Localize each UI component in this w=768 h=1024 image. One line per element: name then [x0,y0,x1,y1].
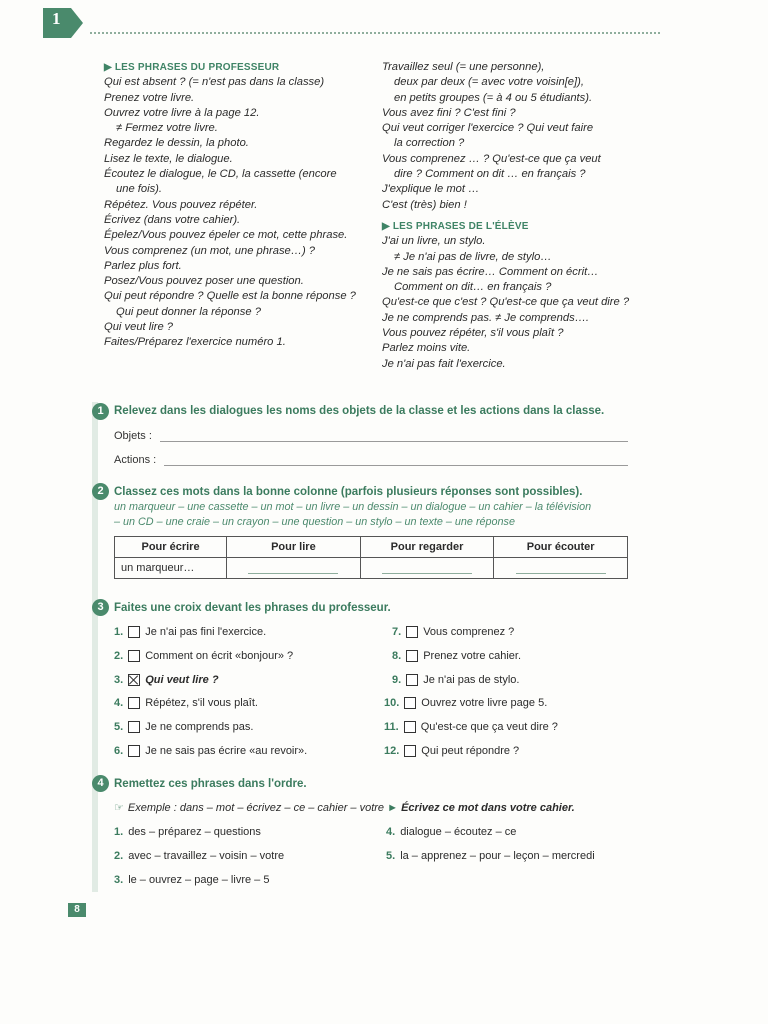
header-dotted-rule [90,32,660,34]
prof-line: Qui peut donner la réponse ? [116,305,261,318]
eleve-line: Vous pouvez répéter, s'il vous plaît ? [382,327,564,340]
eleve-line: Parlez moins vite. [382,342,471,355]
prof-phrases-left [104,60,384,351]
prof-line: Ouvrez votre livre à la page 12. [104,106,260,119]
prof-line: la correction ? [394,137,465,150]
word-list-line-2: – un CD – une craie – un crayon – une question – un stylo – un texte – une réponse [114,516,515,528]
prof-line: en petits groupes (= à 4 ou 5 étudiants). [394,91,593,104]
checkbox[interactable] [406,626,418,638]
prof-line: Vous avez fini ? C'est fini ? [382,106,516,119]
checkbox-checked[interactable] [128,674,140,686]
checkbox[interactable] [406,674,418,686]
prof-line: Écrivez (dans votre cahier). [104,213,241,226]
word-list-line-1: un marqueur – une cassette – un mot – un livre – un dessin – un dialogue – un cahier – la télévision [114,501,592,513]
table-cell[interactable] [360,558,494,579]
word-list [114,500,591,530]
eleve-line: Comment on dit… en français ? [394,281,552,294]
eleve-heading: ▶ LES PHRASES DE L'ÉLÈVE [382,220,529,232]
checklist-item: 6. Je ne sais pas écrire «au revoir». [114,745,308,757]
prof-line: Qui veut lire ? [104,321,174,334]
exercise-1-number: 1 [92,403,109,420]
checklist-item: 10. Ouvrez votre livre page 5. [384,697,548,709]
table-header-row [115,537,628,558]
prof-line: Épelez/Vous pouvez épeler ce mot, cette phrase. [104,229,348,242]
example-answer: Écrivez ce mot dans votre cahier. [401,802,575,814]
eleve-line: ≠ Je n'ai pas de livre, de stylo… [394,250,552,263]
exercise-4-title: Remettez ces phrases dans l'ordre. [114,778,307,790]
prof-line: Posez/Vous pouvez poser une question. [104,275,304,288]
prof-line: Qui veut corriger l'exercice ? Qui veut faire [382,122,594,135]
exercise-4-number: 4 [92,775,109,792]
blank-line [516,563,606,574]
chapter-tab-shape [43,8,83,38]
exercise-3-title: Faites une croix devant les phrases du professeur. [114,602,391,614]
prof-phrases-right [382,60,662,372]
blank-line [382,563,472,574]
checklist-item: 5. Je ne comprends pas. [114,721,254,733]
prof-line: dire ? Comment on dit … en français ? [394,168,586,181]
exercise-side-bar [92,402,98,892]
checkbox[interactable] [128,626,140,638]
prof-line: J'explique le mot … [382,183,480,196]
prof-line: Travaillez seul (= une personne), [382,61,545,73]
prof-line: C'est (très) bien ! [382,198,467,211]
prof-line: ≠ Fermez votre livre. [116,122,218,135]
table-cell[interactable] [227,558,361,579]
checkbox[interactable] [128,697,140,709]
arrow-marker-icon: ▶ [382,220,390,232]
eleve-line: Je n'ai pas fait l'exercice. [382,357,506,370]
pointing-hand-icon: ☞ [114,802,124,814]
prof-line: Vous comprenez (un mot, une phrase…) ? [104,244,316,257]
checkbox[interactable] [404,745,416,757]
blank-line [248,563,338,574]
prof-line: Répétez. Vous pouvez répéter. [104,198,258,211]
prof-line: deux par deux (= avec votre voisin[e]), [394,76,584,89]
checklist-item: 3. Qui veut lire ? [114,674,219,686]
actions-answer-line[interactable] [164,465,628,466]
prof-line: Parlez plus fort. [104,259,182,272]
checkbox[interactable] [128,650,140,662]
checkbox[interactable] [404,697,416,709]
prof-line: Vous comprenez … ? Qu'est-ce que ça veut [382,152,601,165]
checklist-item: 2. Comment on écrit «bonjour» ? [114,650,294,662]
arrow-marker-icon: ▶ [104,62,112,73]
chapter-tab [43,8,83,38]
checkbox[interactable] [128,721,140,733]
exercise-3-number: 3 [92,599,109,616]
prof-line: Prenez votre livre. [104,91,195,104]
exercise-1-title: Relevez dans les dialogues les noms des objets de la classe et les actions dans la classe. [114,405,605,417]
checkbox[interactable] [128,745,140,757]
eleve-line: Je ne comprends pas. ≠ Je comprends…. [382,311,589,324]
col-pour-regarder: Pour regarder [360,537,494,558]
prof-line: Regardez le dessin, la photo. [104,137,249,150]
checklist-item: 11. Qu'est-ce que ça veut dire ? [384,721,558,733]
col-pour-ecouter: Pour écouter [494,537,628,558]
order-item: 3. le – ouvrez – page – livre – 5 [114,874,270,886]
eleve-line: J'ai un livre, un stylo. [382,235,486,248]
objets-label: Objets : [114,430,152,442]
table-row [115,558,628,579]
example-line [114,801,575,814]
chapter-number: 1 [52,9,61,28]
checklist-item: 12. Qui peut répondre ? [384,745,520,757]
table-cell[interactable] [494,558,628,579]
prof-line: Qui est absent ? (= n'est pas dans la classe) [104,76,325,89]
exercise-2-title: Classez ces mots dans la bonne colonne (parfois plusieurs réponses sont possibles). [114,486,583,498]
checklist-item: 7. Vous comprenez ? [392,626,515,638]
order-item: 5. la – apprenez – pour – leçon – mercredi [386,850,595,862]
col-pour-lire: Pour lire [227,537,361,558]
checkbox[interactable] [404,721,416,733]
order-item: 4. dialogue – écoutez – ce [386,826,517,838]
actions-label: Actions : [114,454,157,466]
checklist-item: 9. Je n'ai pas de stylo. [392,674,520,686]
page-number: 8 [68,903,86,917]
checklist-item: 1. Je n'ai pas fini l'exercice. [114,626,267,638]
arrow-right-icon: ► [387,802,399,814]
checkbox[interactable] [406,650,418,662]
prof-line: une fois). [116,183,163,196]
prof-heading: ▶ LES PHRASES DU PROFESSEUR [104,62,280,73]
prof-line: Faites/Préparez l'exercice numéro 1. [104,336,286,349]
prof-line: Lisez le texte, le dialogue. [104,152,233,165]
checklist-item: 8. Prenez votre cahier. [392,650,522,662]
example-prompt: Exemple : dans – mot – écrivez – ce – cahier – votre [127,802,385,814]
eleve-line: Je ne sais pas écrire… Comment on écrit… [382,265,599,278]
prof-line: Écoutez le dialogue, le CD, la cassette (encore [104,168,337,181]
eleve-line: Qu'est-ce que c'est ? Qu'est-ce que ça veut dire ? [382,296,630,309]
order-item: 1. des – préparez – questions [114,826,261,838]
checklist-item: 4. Répétez, s'il vous plaît. [114,697,258,709]
exercise-2-number: 2 [92,483,109,500]
prof-line: Qui peut répondre ? Quelle est la bonne réponse ? [104,290,356,303]
table-cell[interactable]: un marqueur… [115,558,227,579]
order-item: 2. avec – travaillez – voisin – votre [114,850,285,862]
classification-table [114,536,628,579]
col-pour-ecrire: Pour écrire [115,537,227,558]
objets-answer-line[interactable] [160,441,628,442]
